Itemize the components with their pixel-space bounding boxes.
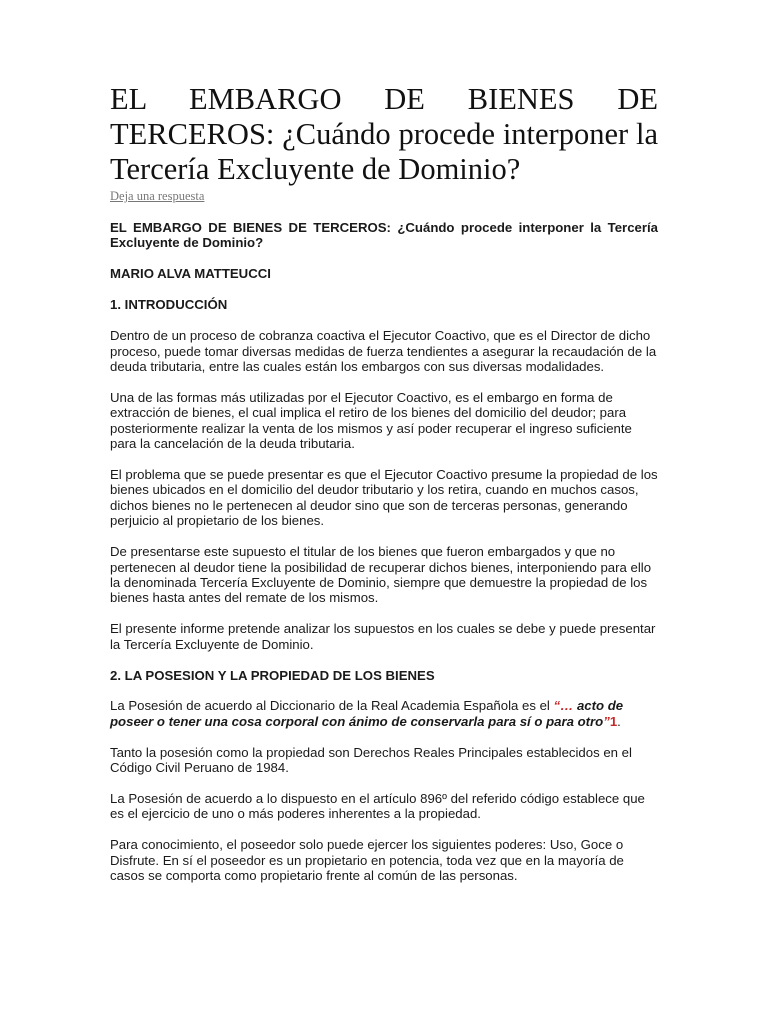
document-page <box>110 82 658 899</box>
footnote-link[interactable]: 1 <box>609 713 618 729</box>
paragraph-with-quote <box>110 698 658 729</box>
reply-link[interactable]: Deja una respuesta <box>110 189 205 203</box>
article-body <box>110 220 658 884</box>
article-title: EL EMBARGO DE BIENES DE TERCEROS: ¿Cuándo procede interponer la Tercería Excluyente de Dominio? <box>110 82 658 186</box>
paragraph: El problema que se puede presentar es que el Ejecutor Coactivo presume la propiedad de los bienes ubicados en el domicilio del deudor tributario y los retira, cuando en muchos casos, dichos bienes no le pertenecen al deudor sino que son de terceras personas, generando perjuicio al propietario de los bienes. <box>110 466 658 529</box>
definition-quote: acto de poseer o tener una cosa corporal con ánimo de conservarla para sí o para otro <box>110 698 624 729</box>
author-name: MARIO ALVA MATTEUCCI <box>110 266 271 282</box>
paragraph: Una de las formas más utilizadas por el Ejecutor Coactivo, es el embargo en forma de extracción de bienes, el cual implica el retiro de los bienes del domicilio del deudor; para posteriormente realizar la venta de los mismos y así poder recuperar el ingreso suficiente para la cancelación de la deuda tributaria. <box>110 389 632 452</box>
paragraph: El presente informe pretende analizar los supuestos en los cuales se debe y puede presentar la Tercería Excluyente de Dominio. <box>110 621 656 652</box>
section-heading-introduccion: 1. INTRODUCCIÓN <box>110 297 228 313</box>
paragraph: Tanto la posesión como la propiedad son Derechos Reales Principales establecidos en el Código Civil Peruano de 1984. <box>110 744 632 776</box>
paragraph: Dentro de un proceso de cobranza coactiva el Ejecutor Coactivo, que es el Director de dicho proceso, puede tomar diversas medidas de fuerza tendientes a asegurar la recaudación de la deuda tributaria, entre las cuales están los embargos con sus diversas modalidades. <box>110 328 657 374</box>
paragraph: La Posesión de acuerdo a lo dispuesto en el artículo 896º del referido código establece que es el ejercicio de uno o más poderes inherentes a la propiedad. <box>110 791 645 822</box>
section-heading-posesion: 2. LA POSESION Y LA PROPIEDAD DE LOS BIENES <box>110 667 435 683</box>
paragraph: Para conocimiento, el poseedor solo puede ejercer los siguientes poderes: Uso, Goce o Disfrute. En sí el poseedor es un propietario en potencia, toda vez que en la mayoría de casos se comporta como propietario frente al común de las personas. <box>110 837 624 884</box>
quote-end: . <box>617 713 621 729</box>
body-heading: EL EMBARGO DE BIENES DE TERCEROS: ¿Cuándo procede interponer la Tercería Excluyente de Dominio? <box>110 220 658 251</box>
paragraph: De presentarse este supuesto el titular de los bienes que fueron embargados y que no pertenecen al deudor tiene la posibilidad de recuperar dichos bienes, interponiendo para ello la denominada Tercería Excluyente de Dominio, siempre que demuestre la propiedad de los bienes hasta antes del remate de los mismos. <box>110 544 652 606</box>
quote-intro: La Posesión de acuerdo al Diccionario de la Real Academia Española es el <box>110 698 554 714</box>
quote-open: “… <box>553 698 574 714</box>
quote-close: ” <box>603 713 610 729</box>
